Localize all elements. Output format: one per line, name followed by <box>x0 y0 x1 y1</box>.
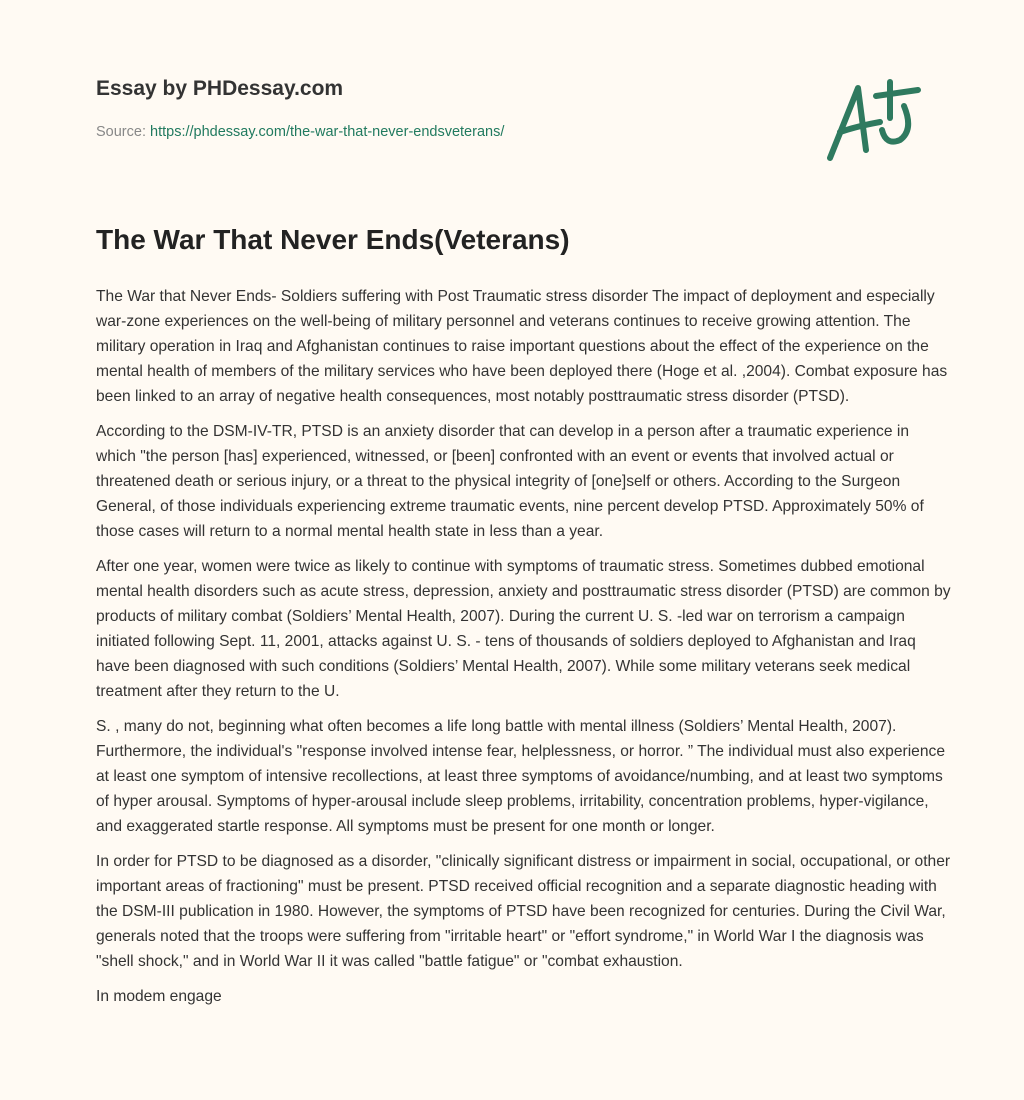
essay-paragraph: After one year, women were twice as likely to continue with symptoms of traumatic stress. Sometimes dubbed emotional mental health disorders such as acute stress, depression, anxiety and posttraumatic stress disorder (PTSD) are common by products of military combat (Soldiers’ Mental Health, 2007). During the current U. S. -led war on terrorism a campaign initiated following Sept. 11, 2001, attacks against U. S. - tens of thousands of soldiers deployed to Afghanistan and Iraq have been diagnosed with such conditions (Soldiers’ Mental Health, 2007). While some military veterans seek medical treatment after they return to the U. <box>96 558 951 700</box>
essay-body <box>96 284 952 1019</box>
essay-paragraph: In order for PTSD to be diagnosed as a disorder, "clinically significant distress or impairment in social, occupational, or other important areas of fractioning" must be present. PTSD received official recognition and a separate diagnostic heading with the DSM-III publication in 1980. However, the symptoms of PTSD have been recognized for centuries. During the Civil War, generals noted that the troops were suffering from "irritable heart" or "effort syndrome," in World War I the diagnosis was "shell shock," and in World War II it was called "battle fatigue" or "combat exhaustion. <box>96 853 951 970</box>
essay-paragraph: According to the DSM-IV-TR, PTSD is an anxiety disorder that can develop in a person after a traumatic experience in which "the person [has] experienced, witnessed, or [been] confronted with an event or events that involved actual or threatened death or serious injury, or a threat to the physical integrity of [one]self or others. According to the Surgeon General, of those individuals experiencing extreme traumatic events, nine percent develop PTSD. Approximately 50% of those cases will return to a normal mental health state in less than a year. <box>96 423 924 540</box>
site-brand: Essay by PHDessay.com <box>96 77 344 100</box>
a-plus-logo-icon <box>818 70 928 170</box>
source-line <box>96 124 504 140</box>
essay-paragraph: S. , many do not, beginning what often becomes a life long battle with mental illness (Soldiers’ Mental Health, 2007). Furthermore, the individual's "response involved intense fear, helplessness, or horror. ” The individual must also experience at least one symptom of intensive recollections, at least three symptoms of avoidance/numbing, and at least two symptoms of hyper arousal. Symptoms of hyper-arousal include sleep problems, irritability, concentration problems, hyper-vigilance, and exaggerated startle response. All symptoms must be present for one month or longer. <box>96 718 945 835</box>
source-link[interactable]: https://phdessay.com/the-war-that-never-endsveterans/ <box>150 124 505 140</box>
essay-title: The War That Never Ends(Veterans) <box>96 224 570 255</box>
essay-paragraph: The War that Never Ends- Soldiers suffering with Post Traumatic stress disorder The impact of deployment and especially war-zone experiences on the well-being of military personnel and veterans continues to receive growing attention. The military operation in Iraq and Afghanistan continues to raise important questions about the effect of the experience on the mental health of members of the military services who have been deployed there (Hoge et al. ,2004). Combat exposure has been linked to an array of negative health consequences, most notably posttraumatic stress disorder (PTSD). <box>96 288 948 405</box>
essay-paragraph: In modem engage <box>96 988 222 1005</box>
source-label: Source: <box>96 124 146 140</box>
